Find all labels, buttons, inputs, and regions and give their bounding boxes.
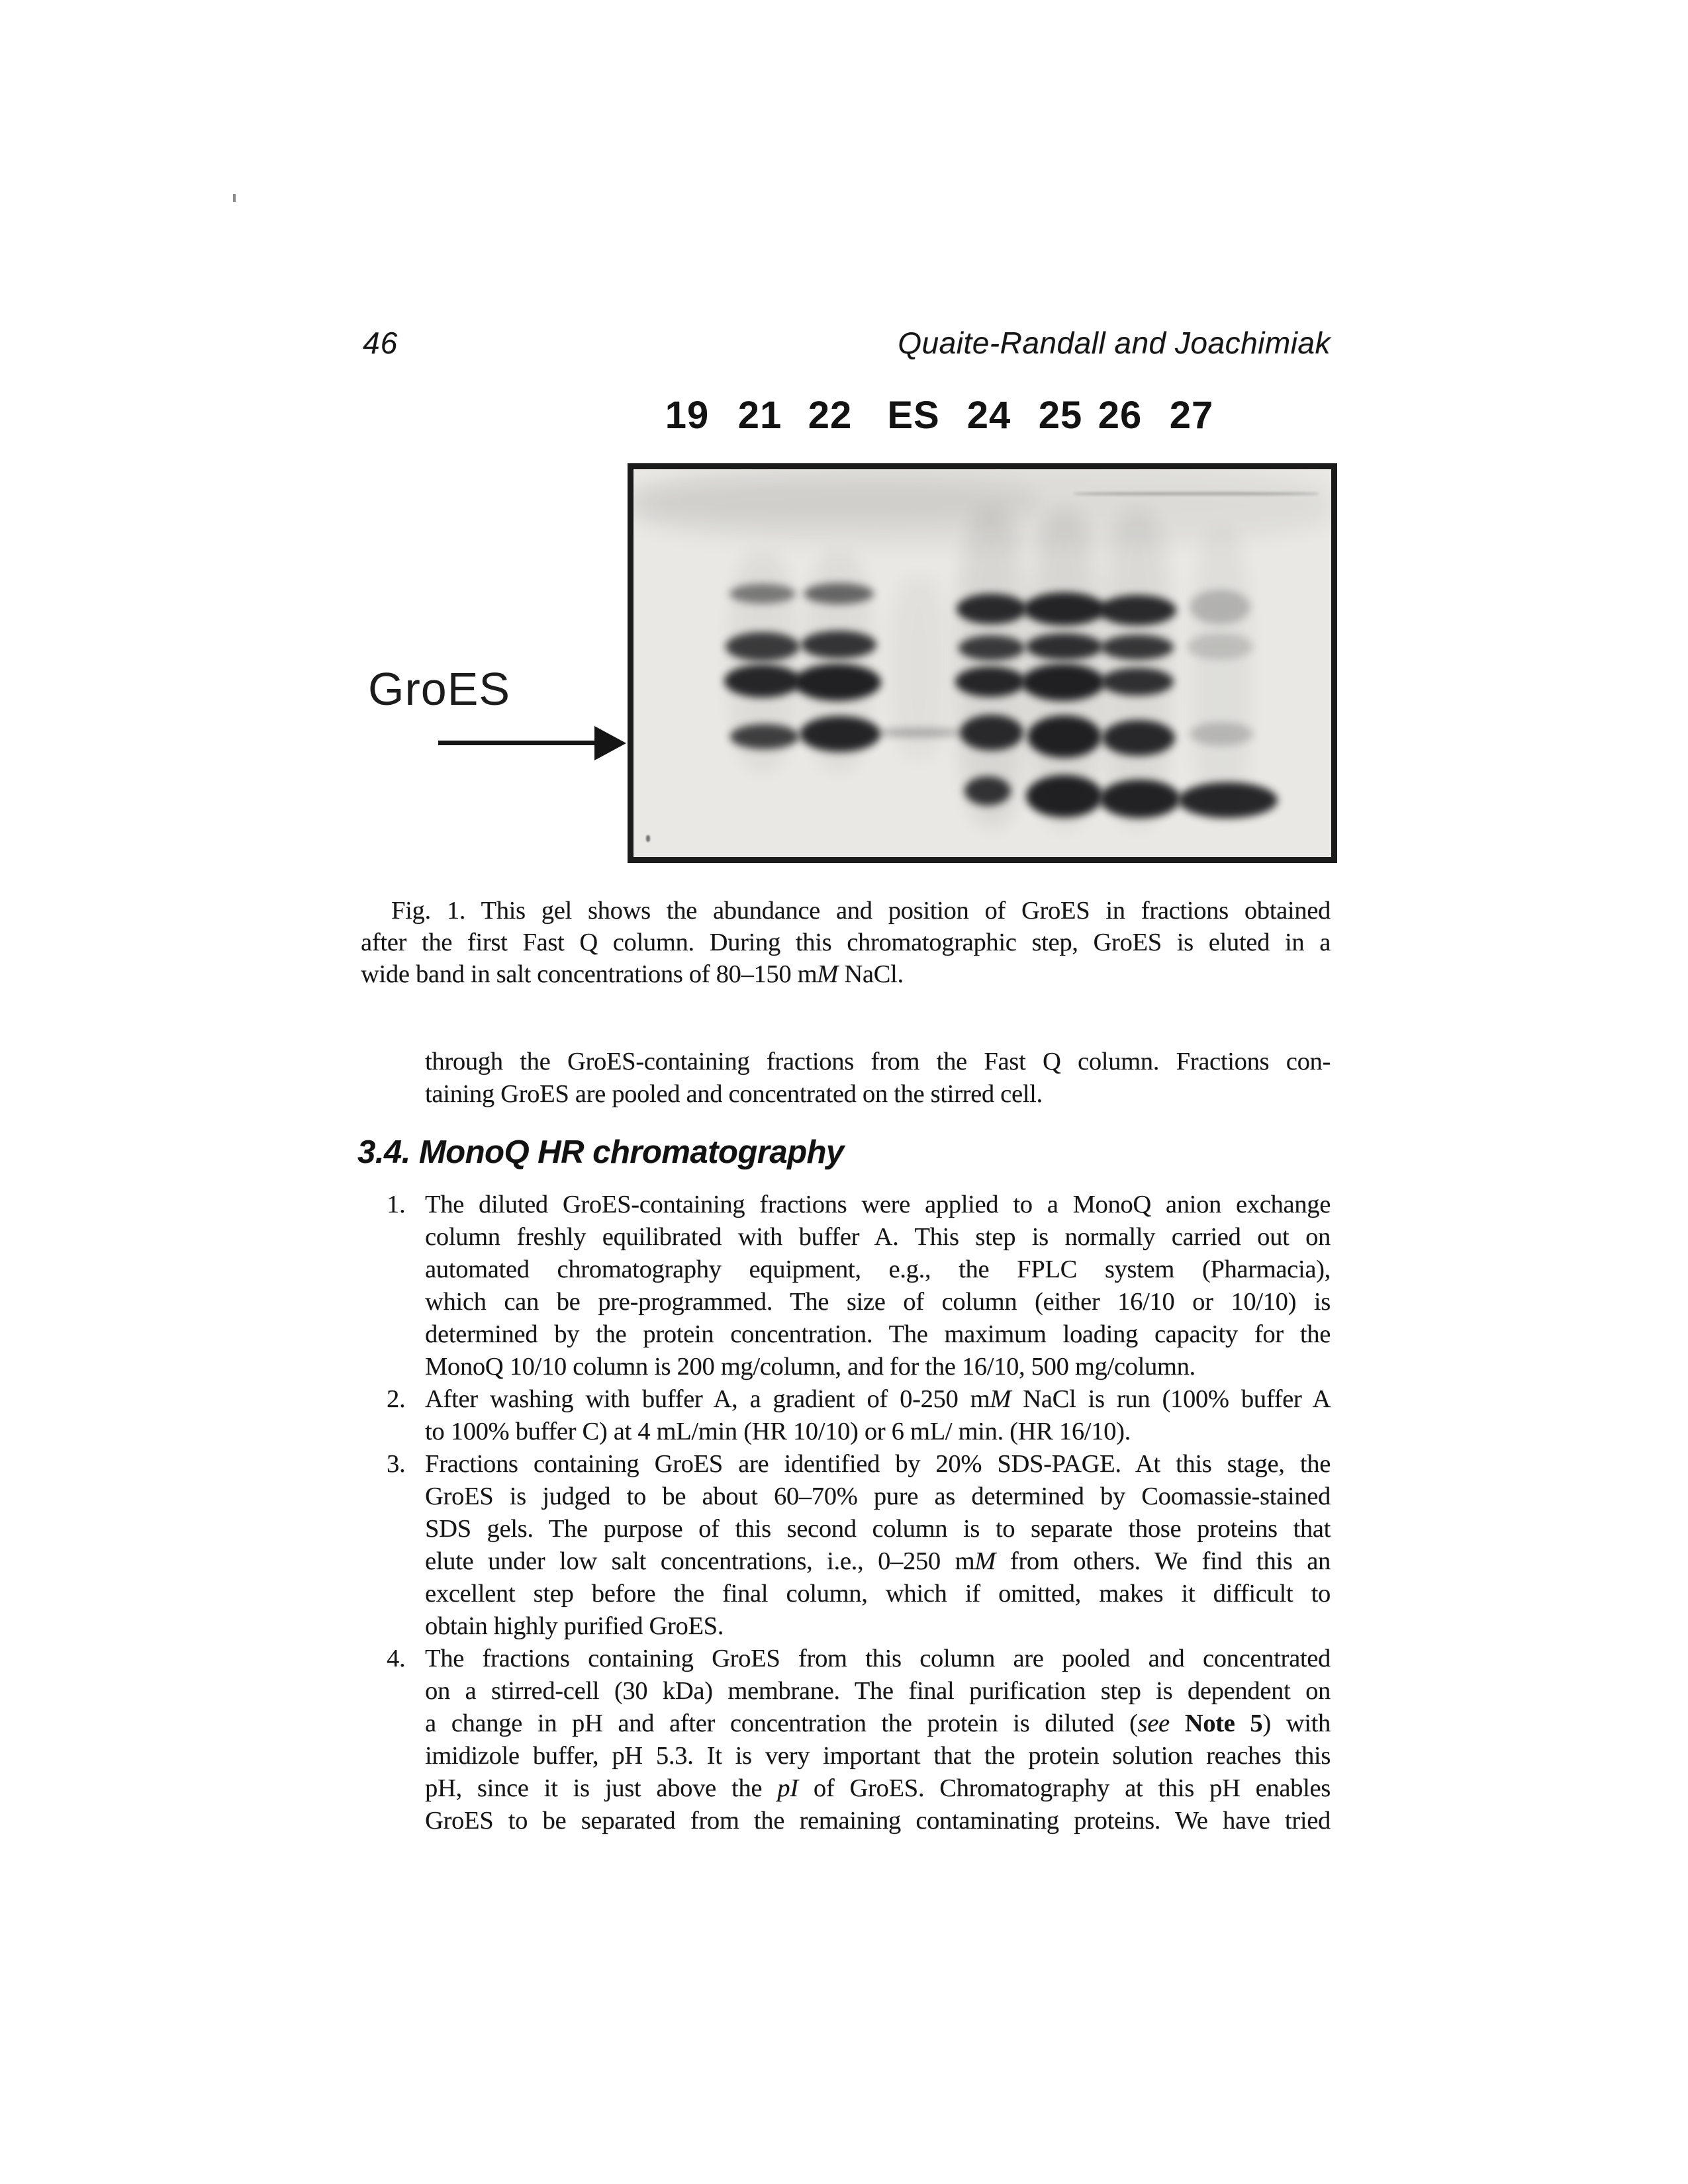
- text-segment: a change in pH and after concentration the protein is diluted (: [425, 1709, 1138, 1737]
- figure-caption: [361, 895, 1331, 990]
- text-segment: NaCl is run (100% buffer A: [1011, 1385, 1331, 1413]
- text-segment: NaCl.: [838, 960, 904, 988]
- gel-band-lane-24: [959, 635, 1025, 660]
- text-line: [425, 1610, 1331, 1643]
- intro-paragraph: [425, 1046, 1331, 1111]
- text-line: [425, 1707, 1331, 1740]
- text-line: [361, 958, 1331, 990]
- gel-band-lane-24: [964, 776, 1011, 805]
- text-segment: automated chromatography equipment, e.g., the FPLC system (Pharmacia),: [425, 1255, 1331, 1283]
- gel-band-lane-21: [724, 664, 801, 698]
- lane-label-24: 24: [966, 394, 1011, 437]
- text-line: [425, 1448, 1331, 1480]
- lane-label-ES: ES: [887, 394, 940, 437]
- text-line: [361, 895, 1331, 927]
- text-line: [425, 1078, 1331, 1111]
- lane-label-25: 25: [1038, 394, 1083, 437]
- text-segment: of GroES. Chromatography at this pH enables: [798, 1774, 1331, 1802]
- text-segment: after the first Fast Q column. During this chromatographic step, GroES is eluted in a: [361, 929, 1331, 956]
- gel-background-streak: [1074, 492, 1319, 495]
- text-segment: see: [1137, 1709, 1170, 1737]
- text-segment: column freshly equilibrated with buffer A. This step is normally carried out on: [425, 1223, 1331, 1251]
- text-segment: pI: [777, 1774, 798, 1802]
- text-segment: Fig. 1. This gel shows the abundance and position of GroES in fractions obtained: [391, 897, 1331, 925]
- text-segment: After washing with buffer A, a gradient of 0-250 m: [425, 1385, 990, 1413]
- text-line: [425, 1480, 1331, 1513]
- text-segment: excellent step before the final column, which if omitted, makes it difficult to: [425, 1580, 1331, 1608]
- text-segment: through the GroES-containing fractions from the Fast Q column. Fractions con-: [425, 1048, 1331, 1075]
- text-segment: Note 5: [1184, 1709, 1263, 1737]
- text-line: [425, 1805, 1331, 1837]
- text-segment: from others. We find this an: [996, 1547, 1331, 1575]
- gel-band-lane-24: [955, 666, 1025, 697]
- page-number: 46: [363, 326, 399, 360]
- text-segment: on a stirred-cell (30 kDa) membrane. The final purification step is dependent on: [425, 1677, 1331, 1705]
- gel-background-streak: [646, 835, 650, 842]
- text-line: [425, 1740, 1331, 1772]
- lane-label-26: 26: [1098, 394, 1143, 437]
- text-line: [425, 1578, 1331, 1610]
- gel-band-lane-21: [726, 632, 800, 661]
- text-segment: elute under low salt concentrations, i.e., 0–250 m: [425, 1547, 975, 1575]
- gel-band-lane-25: [1026, 633, 1103, 660]
- gel-band-lane-27: [1190, 590, 1250, 624]
- text-segment: obtain highly purified GroES.: [425, 1612, 724, 1640]
- gel-band-lane-27: [1190, 722, 1253, 746]
- gel-band-lane-21: [730, 724, 799, 749]
- groes-arrow-head-icon: [594, 726, 626, 760]
- gel-band-lane-26: [1101, 668, 1174, 696]
- gel-band-lane-26: [1102, 720, 1175, 756]
- gel-band-lane-22: [794, 664, 881, 701]
- gel-image: [628, 463, 1337, 863]
- text-segment: The diluted GroES-containing fractions were applied to a MonoQ anion exchange: [425, 1191, 1331, 1218]
- scan-artifact: [233, 194, 236, 202]
- gel-band-lane-25: [1026, 775, 1103, 817]
- gel-band-lane-22: [804, 583, 874, 604]
- text-segment: taining GroES are pooled and concentrated on the stirred cell.: [425, 1080, 1043, 1108]
- gel-band-lane-27: [1187, 633, 1253, 660]
- text-line: [425, 1675, 1331, 1707]
- running-head: Quaite-Randall and Joachimiak: [898, 326, 1331, 360]
- gel-band-lane-25: [1027, 715, 1102, 758]
- text-segment: MonoQ 10/10 column is 200 mg/column, and for the 16/10, 500 mg/column.: [425, 1353, 1196, 1381]
- gel-band-lane-27: [1178, 782, 1278, 818]
- gel-band-lane-26: [1100, 780, 1180, 818]
- gel-band-lane-24: [957, 594, 1027, 624]
- step-text: [425, 1383, 1331, 1448]
- text-line: [425, 1383, 1331, 1416]
- gel-band-lane-22: [800, 716, 880, 752]
- text-segment: [1170, 1709, 1185, 1737]
- text-line: [425, 1286, 1331, 1318]
- gel-band-lane-ES: [876, 728, 962, 737]
- groes-annotation-label: GroES: [368, 663, 511, 715]
- text-segment: GroES is judged to be about 60–70% pure as determined by Coomassie-stained: [425, 1482, 1331, 1510]
- text-line: [425, 1046, 1331, 1078]
- gel-band-lane-26: [1101, 635, 1174, 660]
- text-line: [425, 1221, 1331, 1253]
- step-text: [425, 1643, 1331, 1837]
- step-number: 4.: [387, 1645, 406, 1672]
- text-line: [425, 1189, 1331, 1221]
- section-heading: 3.4. MonoQ HR chromatography: [357, 1134, 844, 1170]
- text-segment: wide band in salt concentrations of 80–150 m: [361, 960, 818, 988]
- step-number: 2.: [387, 1385, 406, 1413]
- step-item: [387, 1643, 1331, 1837]
- step-item: [387, 1383, 1331, 1448]
- text-line: [425, 1772, 1331, 1805]
- text-segment: M: [990, 1385, 1011, 1413]
- text-line: [425, 1253, 1331, 1286]
- step-number: 3.: [387, 1450, 406, 1478]
- gel-band-lane-24: [960, 715, 1023, 751]
- text-line: [361, 927, 1331, 958]
- text-segment: M: [817, 960, 839, 988]
- text-segment: imidizole buffer, pH 5.3. It is very important that the protein solution reaches this: [425, 1742, 1331, 1770]
- gel-band-lane-21: [729, 584, 796, 604]
- gel-band-lane-25: [1023, 592, 1105, 625]
- groes-arrow-shaft: [438, 741, 600, 745]
- text-line: [425, 1545, 1331, 1578]
- lane-label-21: 21: [737, 394, 782, 437]
- text-line: [425, 1416, 1331, 1448]
- text-segment: SDS gels. The purpose of this second column is to separate those proteins that: [425, 1515, 1331, 1543]
- text-segment: M: [974, 1547, 996, 1575]
- gel-band-lane-25: [1021, 664, 1105, 701]
- gel-background-streak: [1192, 529, 1251, 820]
- text-line: [425, 1318, 1331, 1351]
- lane-label-27: 27: [1169, 394, 1214, 437]
- gel-band-lane-22: [801, 631, 876, 659]
- text-segment: determined by the protein concentration. The maximum loading capacity for the: [425, 1320, 1331, 1348]
- text-line: [425, 1351, 1331, 1383]
- text-segment: The fractions containing GroES from this column are pooled and concentrated: [425, 1645, 1331, 1672]
- text-segment: to 100% buffer C) at 4 mL/min (HR 10/10) or 6 mL/ min. (HR 16/10).: [425, 1418, 1131, 1445]
- text-line: [425, 1513, 1331, 1545]
- text-segment: pH, since it is just above the: [425, 1774, 778, 1802]
- text-segment: ) with: [1262, 1709, 1331, 1737]
- lane-label-19: 19: [665, 394, 710, 437]
- text-line: [425, 1643, 1331, 1675]
- step-text: [425, 1189, 1331, 1383]
- text-segment: Fractions containing GroES are identified by 20% SDS-PAGE. At this stage, the: [425, 1450, 1331, 1478]
- text-segment: GroES to be separated from the remaining contaminating proteins. We have tried: [425, 1807, 1331, 1835]
- step-item: [387, 1448, 1331, 1643]
- step-item: [387, 1189, 1331, 1383]
- numbered-steps: [387, 1189, 1331, 1837]
- step-number: 1.: [387, 1191, 406, 1218]
- gel-band-lane-26: [1098, 595, 1176, 625]
- step-text: [425, 1448, 1331, 1643]
- text-segment: which can be pre-programmed. The size of column (either 16/10 or 10/10) is: [425, 1288, 1331, 1316]
- lane-label-22: 22: [808, 394, 853, 437]
- gel-lane-labels: [0, 394, 1688, 441]
